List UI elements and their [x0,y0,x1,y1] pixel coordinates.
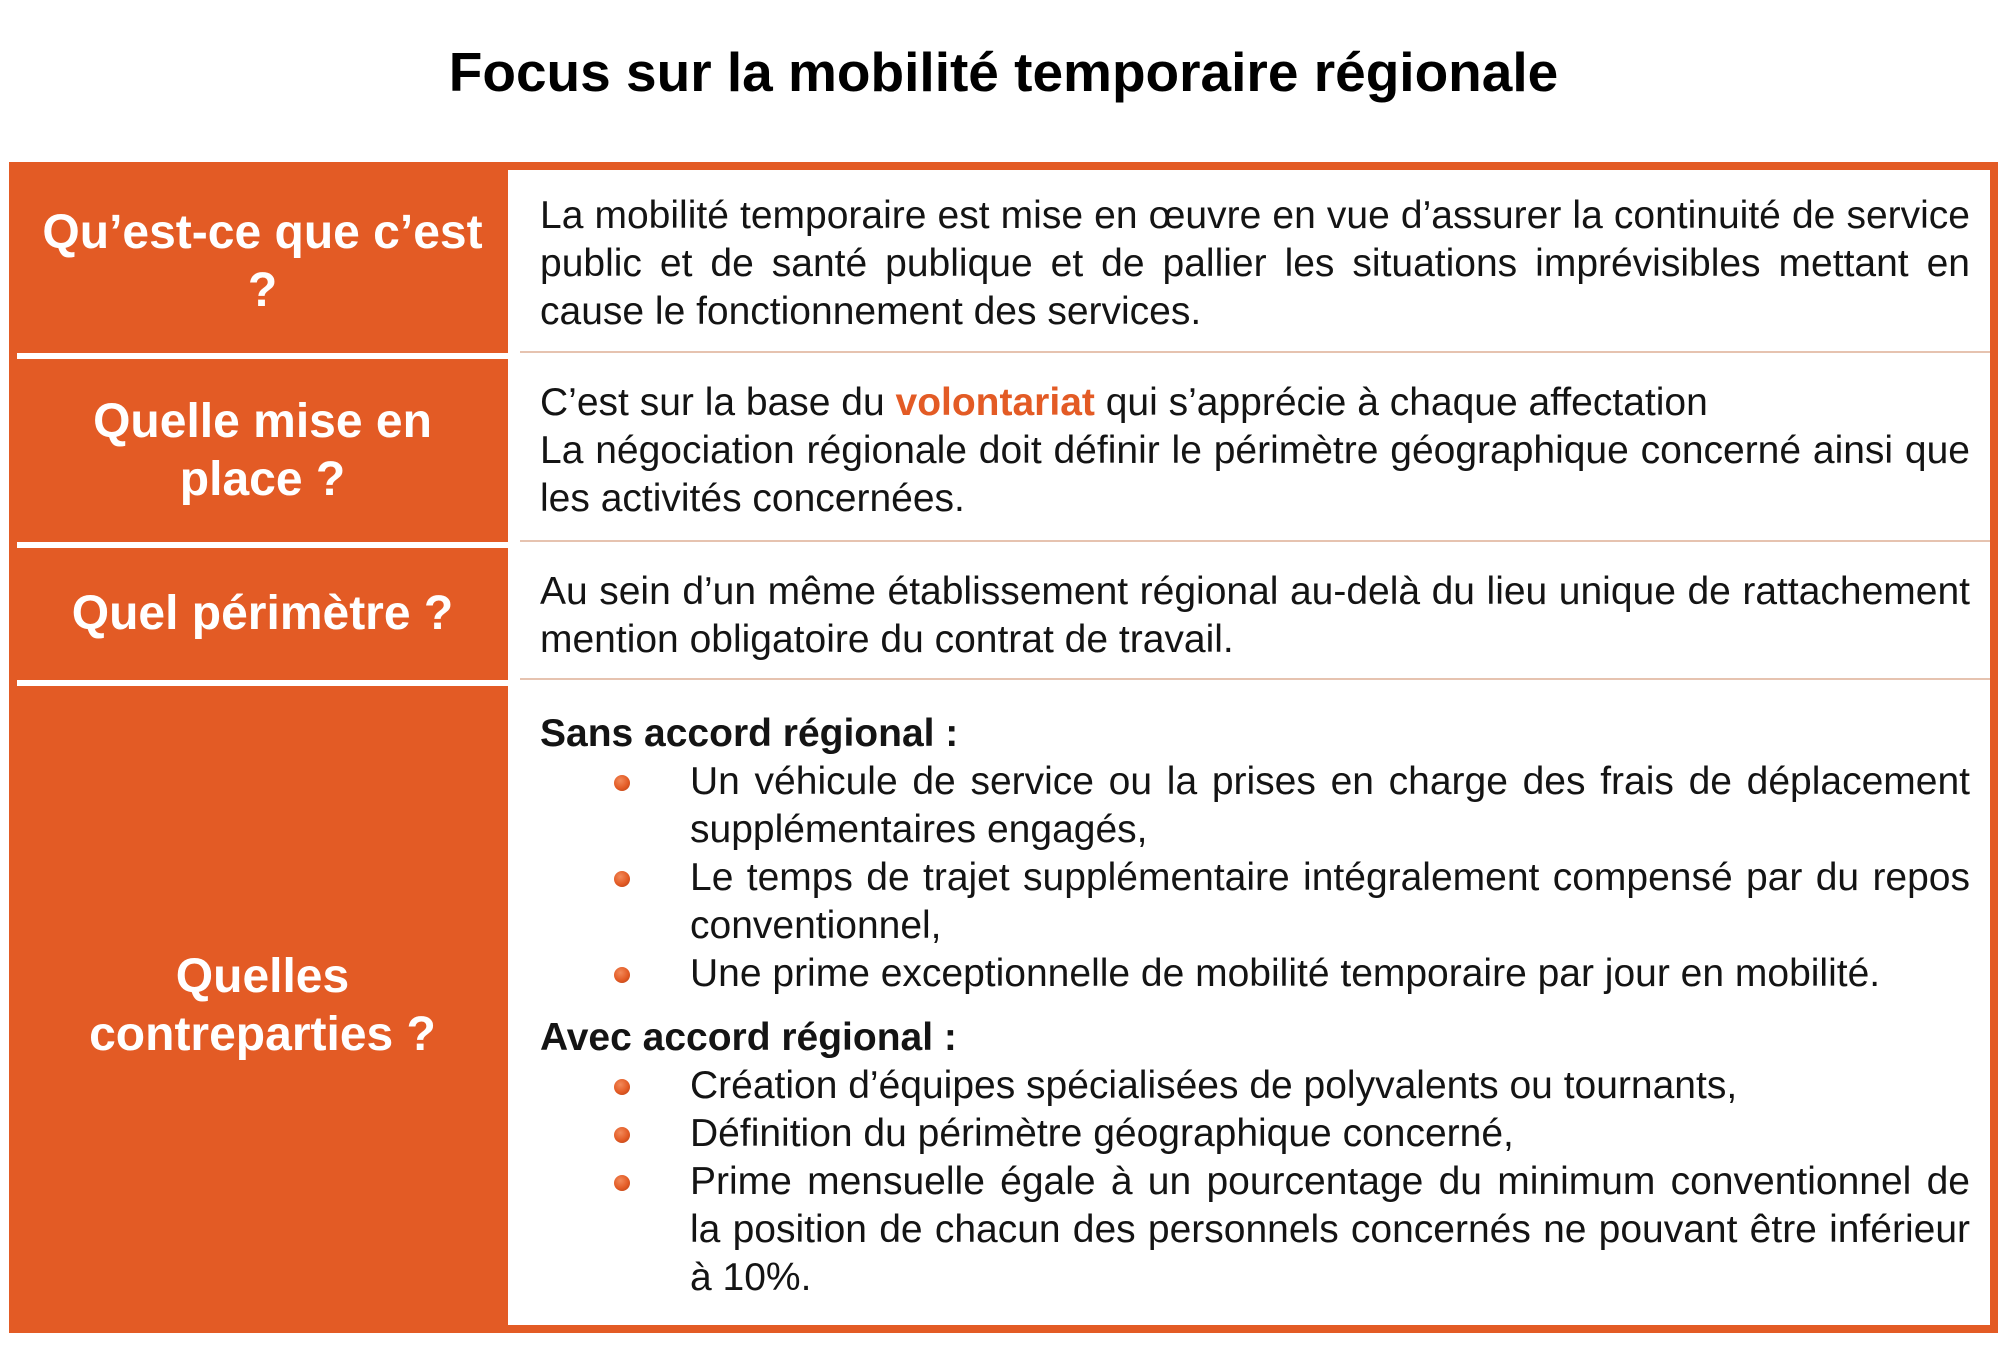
row-answer: Au sein d’un même établissement régional au-delà du lieu unique de rattachement mention obligatoire du contrat de travail. [520,548,1990,680]
bullet-icon [614,967,630,983]
table-row [17,548,1990,680]
without-agreement-heading: Sans accord régional : [540,712,959,755]
bullet-icon [614,775,630,791]
row-question: Qu’est-ce que c’est ? [17,170,508,353]
answer-text: qui s’apprécie à chaque affectation [1094,381,1708,424]
list-item: Le temps de trajet supplémentaire intégralement compensé par du repos conventionnel, [690,854,1970,950]
bullet-icon [614,1127,630,1143]
answer-text: C’est sur la base du [540,381,896,424]
answer-text: La négociation régionale doit définir le périmètre géographique concerné ainsi que les activités concernées. [540,429,1970,520]
row-answer [520,686,1990,1325]
row-question: Quel périmètre ? [17,548,508,680]
list-item: Création d’équipes spécialisées de polyvalents ou tournants, [690,1062,1970,1110]
list-item: Prime mensuelle égale à un pourcentage du minimum conventionnel de la position de chacun des personnels concernés ne pouvant être inférieur à 10%. [690,1158,1970,1302]
row-answer: La mobilité temporaire est mise en œuvre en vue d’assurer la continuité de service public et de santé publique et de pallier les situations imprévisibles mettant en cause le fonctionnement des services. [520,170,1990,353]
row-question: Quelle mise en place ? [17,359,508,542]
table-row [17,359,1990,542]
row-answer [520,359,1990,542]
without-agreement-list [540,758,1970,998]
bullet-icon [614,1175,630,1191]
table-row [17,686,1990,1325]
row-question: Quelles contreparties ? [17,686,508,1325]
highlight-volontariat: volontariat [895,381,1095,424]
with-agreement-heading: Avec accord régional : [540,1016,957,1059]
list-item: Un véhicule de service ou la prises en charge des frais de déplacement supplémentaires engagés, [690,758,1970,854]
bullet-icon [614,1079,630,1095]
list-item: Une prime exceptionnelle de mobilité temporaire par jour en mobilité. [690,950,1970,998]
page-title: Focus sur la mobilité temporaire régionale [448,41,1559,103]
bullet-icon [614,871,630,887]
with-agreement-list [540,1062,1970,1302]
info-table [9,162,1998,1333]
list-item: Définition du périmètre géographique concerné, [690,1110,1970,1158]
table-row [17,170,1990,353]
